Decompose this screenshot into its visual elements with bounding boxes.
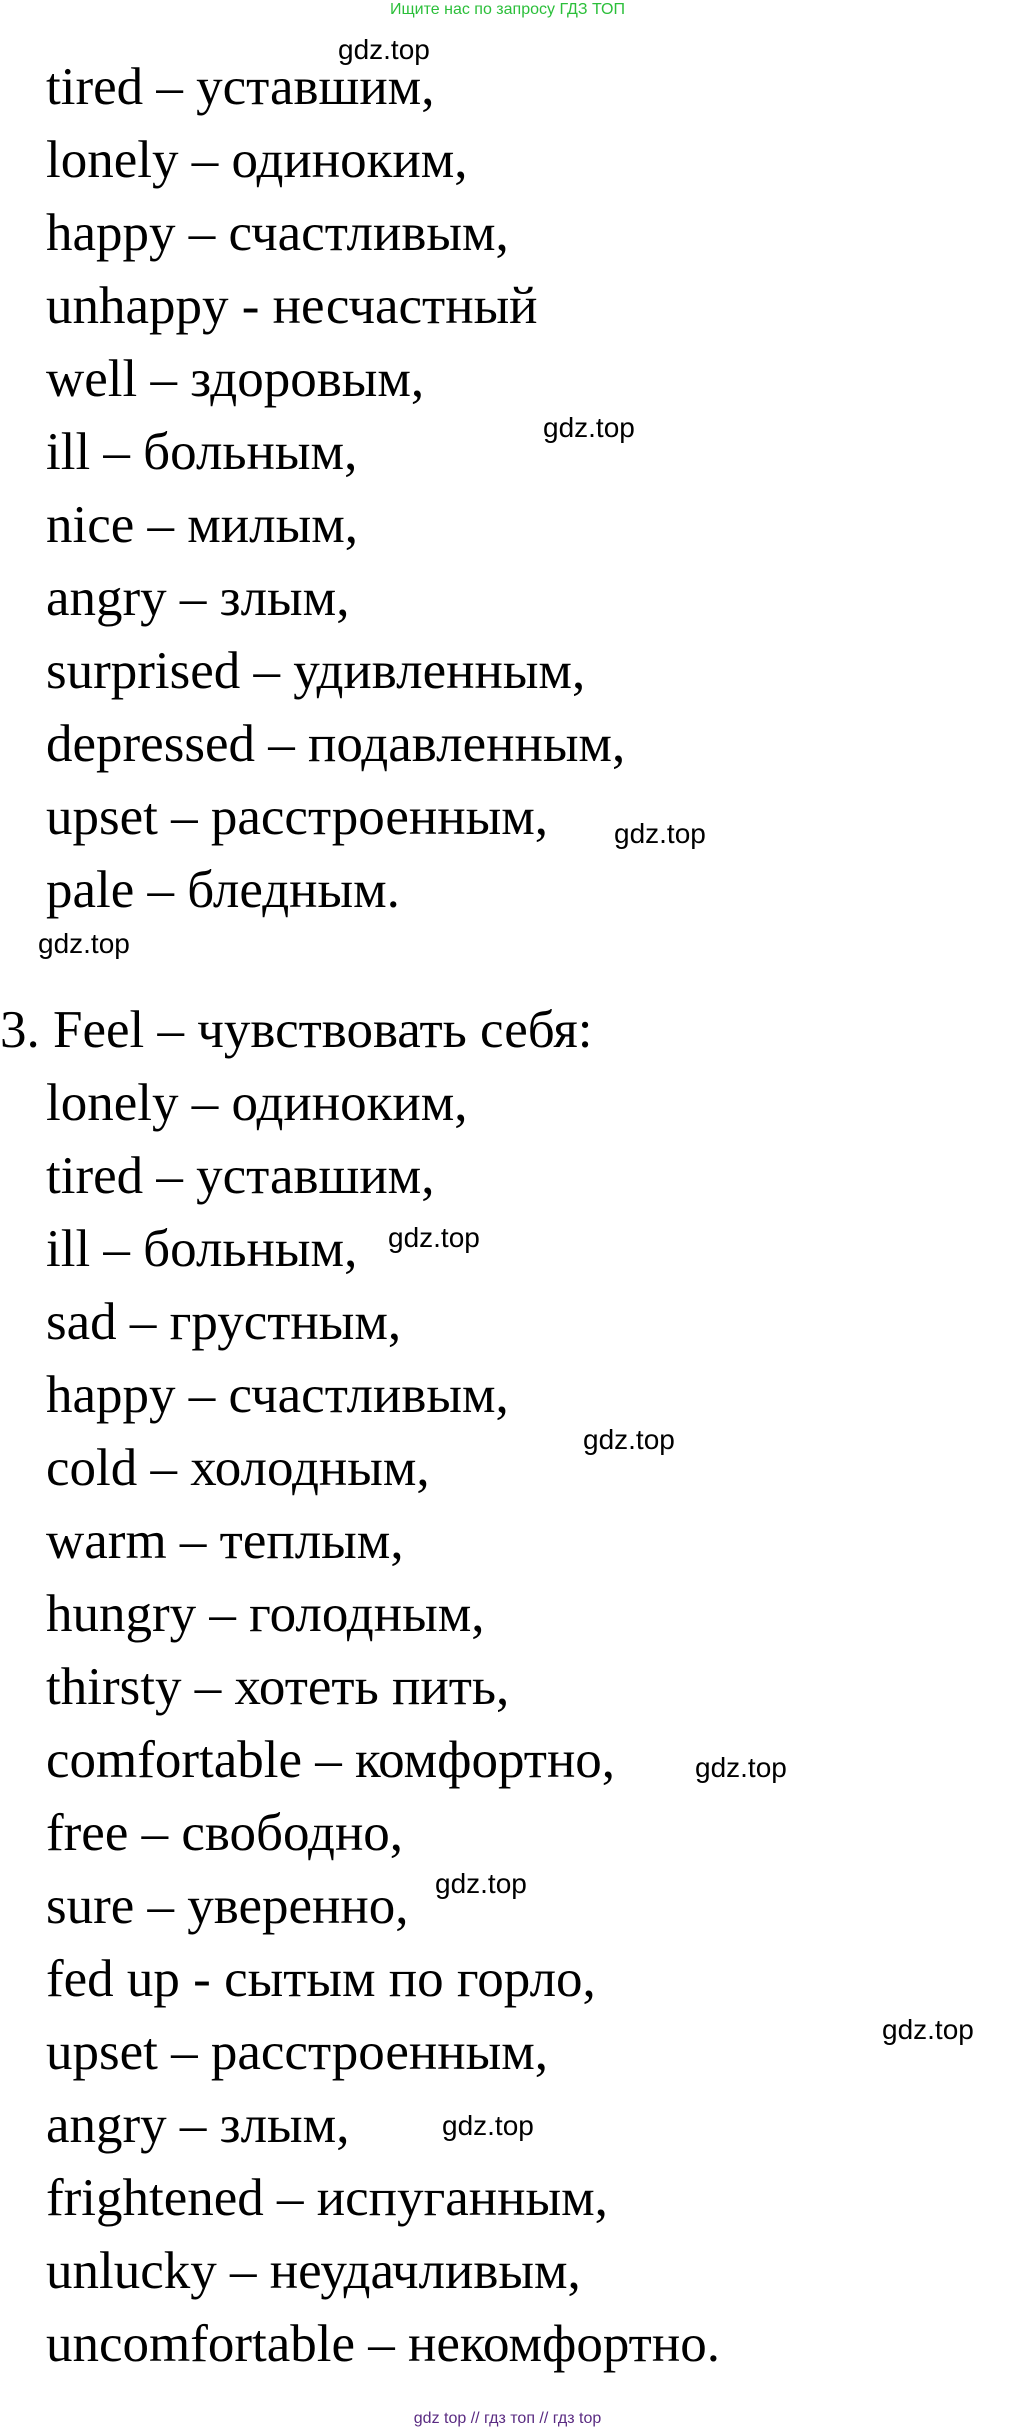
text-line: lonely – одиноким, [46,131,468,189]
watermark: gdz.top [338,34,430,65]
text-line: ill – больным, [46,423,358,481]
text-line: upset – расстроенным, [46,788,549,846]
text-line: fed up - сытым по горло, [46,1950,596,2008]
text-line: uncomfortable – некомфортно. [46,2315,720,2373]
text-line: pale – бледным. [46,861,400,919]
text-line: angry – злым, [46,569,350,627]
text-line: sad – грустным, [46,1293,402,1351]
text-line: tired – уставшим, [46,1147,435,1205]
watermark: gdz.top [583,1424,675,1455]
watermark: gdz.top [882,2014,974,2045]
text-line: angry – злым, [46,2096,350,2154]
text-line: depressed – подавленным, [46,715,626,773]
watermark: gdz.top [38,928,130,959]
text-line: unhappy - несчастный [46,277,538,335]
text-line: thirsty – хотеть пить, [46,1658,510,1716]
text-line: nice – милым, [46,496,359,554]
text-line: sure – уверенно, [46,1877,409,1935]
text-line: happy – счастливым, [46,204,509,262]
text-line: free – свободно, [46,1804,404,1862]
text-line: ill – больным, [46,1220,358,1278]
text-line: surprised – удивленным, [46,642,586,700]
text-line: tired – уставшим, [46,58,435,116]
text-line: upset – расстроенным, [46,2023,549,2081]
watermark: gdz.top [614,818,706,849]
section-heading: 3. Feel – чувствовать себя: [0,1001,593,1059]
text-line: warm – теплым, [46,1512,404,1570]
text-line: cold – холодным, [46,1439,430,1497]
watermark: gdz.top [695,1752,787,1783]
watermark: gdz.top [543,412,635,443]
footer-watermark: gdz top // гдз топ // гдз top [413,2410,602,2427]
text-line: unlucky – неудачливым, [46,2242,581,2300]
text-line: lonely – одиноким, [46,1074,468,1132]
watermark: gdz.top [388,1222,480,1253]
text-line: hungry – голодным, [46,1585,485,1643]
text-line: happy – счастливым, [46,1366,509,1424]
text-line: well – здоровым, [46,350,425,408]
text-line: frightened – испуганным, [46,2169,608,2227]
top-banner: Ищите нас по запросу ГДЗ ТОП [390,1,625,18]
watermark: gdz.top [435,1868,527,1899]
text-line: comfortable – комфортно, [46,1731,616,1789]
watermark: gdz.top [442,2110,534,2141]
